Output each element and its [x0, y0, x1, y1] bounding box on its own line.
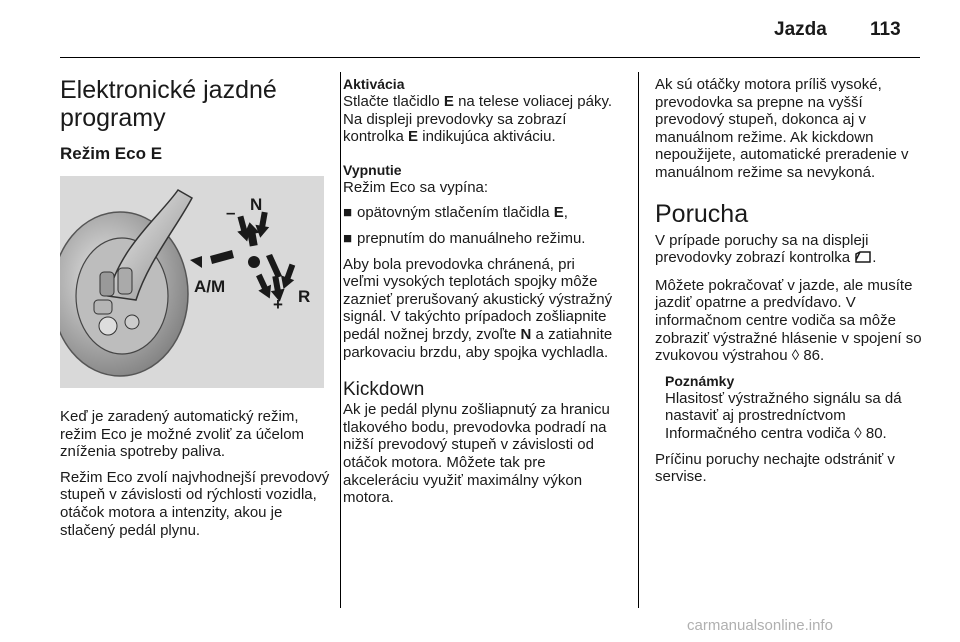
section-title: Elektronické jazdné programy — [60, 76, 277, 132]
indicator-e: E — [408, 128, 419, 146]
gear-label-am: A/M — [194, 277, 226, 296]
note-box — [655, 373, 927, 443]
gear-lever-svg — [60, 176, 324, 388]
column-2 — [343, 76, 615, 515]
note-text: Hlasitosť výstražného signálu sa dá nastaviť aj prostredníctvom Informačného centra vodiča ◊ 80. — [665, 389, 902, 442]
deactivation-intro: Režim Eco sa vypína: — [343, 178, 489, 196]
bullet-item-1: ■ opätovným stlačením tlačidla E, — [343, 204, 568, 222]
gear-label-plus: + — [273, 295, 283, 314]
column-1 — [60, 76, 330, 547]
upshift-paragraph: Ak sú otáčky motora príliš vysoké, prevodovka sa prepne na vyšší prevodový stupeň, dokonca aj v manuálnom režime. Ak kickdown nepoužijete, automatické preradenie v manuálnom režime sa nevykoná. — [655, 76, 909, 181]
continue-driving-paragraph: Môžete pokračovať v jazde, ale musíte jazdiť opatrne a predvídavo. V informačnom centre vodiča sa môže zobraziť výstražné hlásenie v spojení so zvukovou výstrahou ◊ 86. — [655, 276, 922, 365]
column-divider-1 — [340, 72, 341, 608]
transmission-fault-icon — [854, 250, 872, 269]
activation-paragraph: Stlačte tlačidlo E na telese voliacej páky. Na displeji prevodovky sa zobrazí kontrolka E indikujúca aktiváciu. — [343, 93, 613, 146]
fault-paragraph: V prípade poruchy sa na displeji prevodovky zobrazí kontrolka . — [655, 232, 927, 269]
fault-heading: Porucha — [655, 199, 749, 228]
kickdown-heading: Kickdown — [343, 379, 425, 401]
key-n: N — [520, 325, 532, 343]
gear-label-r: R — [298, 287, 311, 306]
header-divider — [60, 57, 920, 58]
column-3 — [655, 76, 927, 494]
protection-paragraph: Aby bola prevodovka chránená, pri veľmi vysokých teplotách spojky môže zaznieť prerušovaný akustický výstražný signál. V takýchto prípadoch zošliapnite pedál nožnej brzdy, zvoľte N a zatiahnite parkovaciu brzdu, aby spojka vychladla. — [343, 255, 613, 361]
eco-paragraph-2: Režim Eco zvolí najvhodnejší prevodový stupeň v závislosti od rýchlosti vozidla, otáčok motora a intenzity, akou je stlačený pedál plynu. — [60, 468, 330, 539]
running-header-section: Jazda — [774, 19, 827, 40]
bullet-item-2: ■ prepnutím do manuálneho režimu. — [343, 229, 586, 247]
column-divider-2 — [638, 72, 639, 608]
page-reference-icon: ◊ — [854, 424, 862, 442]
eco-paragraph-1: Keď je zaradený automatický režim, režim Eco je možné zvoliť za účelom zníženia spotreby paliva. — [60, 408, 305, 461]
key-e: E — [443, 93, 454, 110]
service-paragraph: Príčinu poruchy nechajte odstrániť v servise. — [655, 450, 895, 486]
bullet-square-icon: ■ — [343, 229, 353, 247]
bullet-square-icon: ■ — [343, 204, 353, 222]
gear-label-minus: – — [226, 203, 236, 222]
kickdown-paragraph: Ak je pedál plynu zošliapnutý za hranicu tlakového bodu, prevodovka podradí na nižší prevodový stupeň v závislosti od otáčok motora. Môžete tak pre akceleráciu využiť maximálny výkon motora. — [343, 401, 610, 507]
deactivation-heading: Vypnutie — [343, 161, 402, 178]
gear-label-n: N — [250, 195, 263, 214]
gear-lever-illustration — [60, 176, 324, 388]
watermark: carmanualsonline.info — [687, 617, 833, 634]
page-reference-icon: ◊ — [791, 347, 800, 365]
note-heading: Poznámky — [665, 372, 735, 389]
subsection-title: Režim Eco E — [60, 144, 163, 163]
activation-heading: Aktivácia — [343, 76, 405, 92]
page-number: 113 — [870, 19, 901, 40]
